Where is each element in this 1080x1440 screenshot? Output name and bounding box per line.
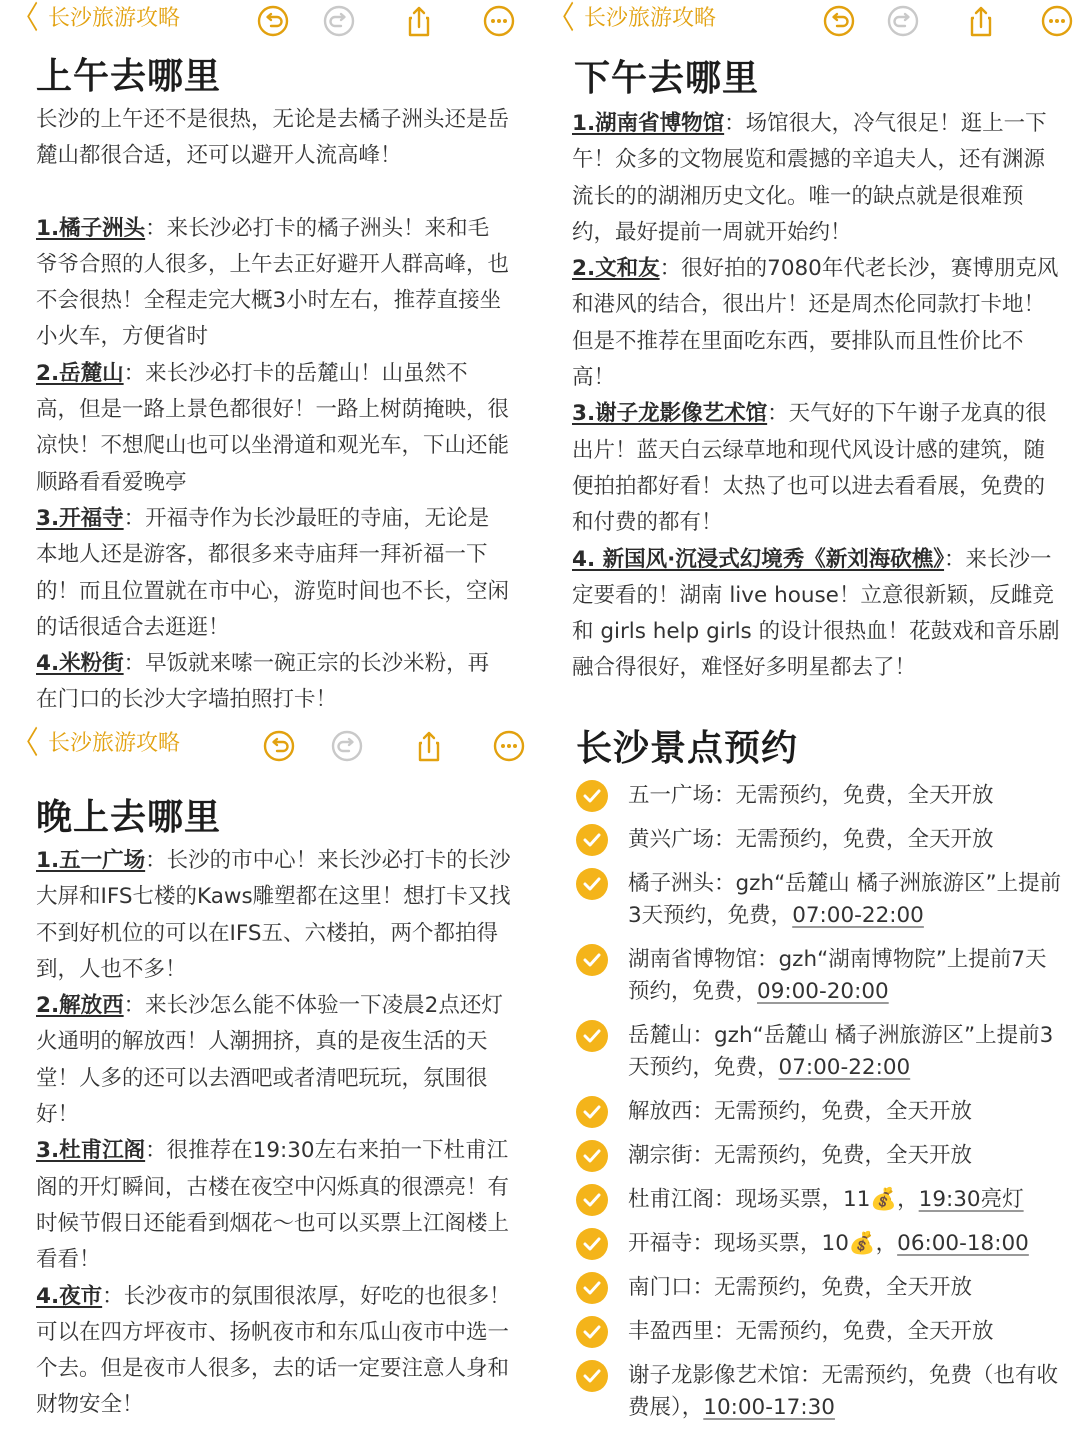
checklist-item (576, 1184, 1066, 1216)
more-icon[interactable] (1040, 4, 1074, 38)
share-icon[interactable] (402, 4, 436, 38)
place-name: 解放西 (628, 1099, 693, 1124)
undo-icon[interactable] (256, 4, 290, 38)
checkmark-icon[interactable] (576, 944, 608, 976)
note-toolbar (0, 725, 540, 767)
place-link[interactable]: 2.岳麓山 (36, 360, 124, 386)
back-label: 长沙旅游攻略 (584, 6, 717, 31)
place-link[interactable]: 1.五一广场 (36, 848, 146, 873)
note-body (36, 843, 518, 1424)
item-text: ：很推荐在19:30左右来拍一下杜甫江阁的开灯瞬间，古楼在夜空中闪烁真的很漂亮！有时候节假日还能看到烟花～也可以买票上江阁楼上看看！ (36, 1138, 510, 1273)
checklist-text (628, 1316, 994, 1348)
checkmark-icon[interactable] (576, 868, 608, 900)
checklist-item (576, 1316, 1066, 1348)
checklist-text (628, 1360, 1066, 1424)
booking-info: ：无需预约，免费，全天开放 (692, 1099, 973, 1124)
undo-icon[interactable] (262, 729, 296, 763)
checklist (576, 780, 1066, 1436)
checkmark-icon[interactable] (576, 1228, 608, 1260)
checklist-item (576, 1272, 1066, 1304)
opening-hours[interactable]: 07:00-22:00 (778, 1055, 911, 1080)
list-item (36, 1133, 518, 1278)
booking-info: ：现场买票，10💰， (692, 1231, 898, 1256)
item-text: ：长沙的市中心！来长沙必打卡的长沙大屏和IFS七楼的Kaws雕塑都在这里！想打卡又找不到好机位的可以在IFS五、六楼拍，两个都拍得到，人也不多！ (36, 848, 511, 982)
redo-icon[interactable] (322, 4, 356, 38)
opening-hours[interactable]: 10:00-17:30 (703, 1395, 835, 1420)
opening-hours[interactable]: 07:00-22:00 (792, 903, 924, 928)
list-item (36, 1279, 518, 1424)
checklist-text (628, 944, 1066, 1008)
undo-icon[interactable] (822, 4, 856, 38)
checklist-text (628, 1020, 1066, 1084)
checklist-item (576, 1096, 1066, 1128)
checkmark-icon[interactable] (576, 1272, 608, 1304)
item-text: ：早饭就来嗦一碗正宗的长沙米粉，再在门口的长沙大字墙拍照打卡！ (36, 651, 490, 713)
note-toolbar (0, 0, 540, 42)
place-name: 南门口 (628, 1275, 693, 1300)
place-name: 黄兴广场 (628, 827, 715, 852)
page-title: 晚上去哪里 (36, 797, 222, 838)
checkmark-icon[interactable] (576, 1096, 608, 1128)
place-link[interactable]: 2.解放西 (36, 993, 124, 1019)
back-label: 长沙旅游攻略 (48, 731, 181, 756)
checklist-item (576, 868, 1066, 932)
item-text: ：来长沙一定要看的！湖南 live house！立意很新颖，反雌竞和 girls help girls 的设计很热血！花鼓戏和音乐剧融合得很好，难怪好多明星都去了！ (572, 546, 1060, 681)
booking-info: ：现场买票，11💰， (714, 1187, 919, 1212)
place-link[interactable]: 4.夜市 (36, 1283, 103, 1309)
note-panel-afternoon (540, 0, 1080, 700)
checklist-text (628, 1184, 1024, 1216)
chevron-left-icon: 〈 (16, 1, 38, 36)
place-name: 杜甫江阁 (628, 1187, 715, 1212)
intro-paragraph: 长沙的上午还不是很热，无论是去橘子洲头还是岳麓山都很合适，还可以避开人流高峰！ (36, 107, 510, 169)
list-item (572, 396, 1060, 541)
checklist-text (628, 1140, 972, 1172)
booking-info: ：无需预约，免费（也有收费展）， (628, 1363, 1059, 1420)
checkmark-icon[interactable] (576, 780, 608, 812)
list-item (36, 211, 510, 356)
back-label: 长沙旅游攻略 (48, 6, 181, 31)
checklist-item (576, 944, 1066, 1008)
place-link[interactable]: 1.橘子洲头 (36, 215, 146, 241)
place-name: 五一广场 (628, 783, 715, 808)
item-text: ：开福寺作为长沙最旺的寺庙，无论是本地人还是游客，都很多来寺庙拜一拜祈福一下的！而且位置就在市中心，游览时间也不长，空闲的话很适合去逛逛！ (36, 505, 510, 640)
booking-info: ：无需预约，免费，全天开放 (714, 827, 994, 852)
chevron-left-icon: 〈 (552, 1, 574, 36)
checklist-text (628, 824, 994, 856)
note-panel-booking (540, 700, 1080, 1440)
redo-icon[interactable] (886, 4, 920, 38)
place-name: 岳麓山 (628, 1023, 693, 1048)
place-name: 潮宗街 (628, 1143, 693, 1168)
place-link[interactable]: 2.文和友 (572, 256, 660, 282)
chevron-left-icon: 〈 (16, 726, 38, 761)
checklist-item (576, 824, 1066, 856)
checklist-text (628, 868, 1066, 932)
checklist-text (628, 1228, 1029, 1260)
note-panel-morning (0, 0, 540, 725)
page-title: 长沙景点预约 (576, 728, 799, 769)
checklist-item (576, 1360, 1066, 1424)
checklist-text (628, 780, 994, 812)
page-title: 下午去哪里 (574, 58, 760, 99)
booking-info: ：gzh“岳麓山 橘子洲旅游区”上提前3天预约，免费， (628, 1023, 1054, 1080)
back-button[interactable] (12, 726, 181, 761)
booking-info: ：无需预约，免费，全天开放 (692, 1275, 973, 1300)
note-body (36, 102, 510, 719)
place-name: 丰盈西里 (628, 1319, 715, 1344)
list-item (572, 106, 1060, 251)
place-name: 谢子龙影像艺术馆 (628, 1363, 801, 1388)
list-item (572, 542, 1060, 687)
booking-info: ：gzh“湖南博物院”上提前7天预约，免费， (628, 947, 1047, 1004)
booking-info: ：无需预约，免费，全天开放 (714, 783, 994, 808)
item-text: ：来长沙必打卡的橘子洲头！来和毛爷爷合照的人很多，上午去正好避开人群高峰，也不会很热！全程走完大概3小时左右，推荐直接坐小火车，方便省时 (36, 215, 510, 350)
checklist-item (576, 1020, 1066, 1084)
checklist-item (576, 780, 1066, 812)
list-item (36, 646, 510, 719)
list-item (36, 356, 510, 501)
back-button[interactable] (548, 1, 717, 36)
list-item (36, 843, 518, 988)
booking-info: ：无需预约，免费，全天开放 (692, 1143, 973, 1168)
note-panel-evening (0, 725, 540, 1440)
place-name: 开福寺 (628, 1231, 693, 1256)
checkmark-icon[interactable] (576, 1140, 608, 1172)
place-name: 橘子洲头 (628, 871, 715, 896)
checkmark-icon[interactable] (576, 824, 608, 856)
place-link[interactable]: 4. 新国风·沉浸式幻境秀《新刘海砍樵》 (572, 546, 945, 572)
page-title: 上午去哪里 (36, 56, 222, 97)
note-body (572, 106, 1060, 687)
booking-info: ：gzh“岳麓山 橘子洲旅游区”上提前3天预约，免费， (628, 871, 1062, 928)
list-item (36, 501, 510, 646)
place-link[interactable]: 3.谢子龙影像艺术馆 (572, 401, 768, 427)
booking-info: ：无需预约，免费，全天开放 (714, 1319, 994, 1344)
item-text: ：来长沙必打卡的岳麓山！山虽然不高，但是一路上景色都很好！一路上树荫掩映，很凉快！不想爬山也可以坐滑道和观光车，下山还能顺路看看爱晚亭 (36, 360, 510, 495)
opening-hours[interactable]: 19:30亮灯 (918, 1187, 1024, 1212)
back-button[interactable] (12, 1, 181, 36)
checkmark-icon[interactable] (576, 1184, 608, 1216)
place-link[interactable]: 1.湖南省博物馆 (572, 111, 725, 136)
redo-icon[interactable] (330, 729, 364, 763)
item-text: ：天气好的下午谢子龙真的很出片！蓝天白云绿草地和现代风设计感的建筑，随便拍拍都好看！太热了也可以进去看看展，免费的和付费的都有！ (572, 401, 1047, 536)
checklist-text (628, 1272, 972, 1304)
note-toolbar (540, 0, 1080, 42)
checkmark-icon[interactable] (576, 1020, 608, 1052)
item-text: ：来长沙怎么能不体验一下凌晨2点还灯火通明的解放西！人潮拥挤，真的是夜生活的天堂！人多的还可以去酒吧或者清吧玩玩，氛围很好！ (36, 993, 503, 1128)
checklist-text (628, 1096, 972, 1128)
item-text: ：很好拍的7080年代老长沙，赛博朋克风和港风的结合，很出片！还是周杰伦同款打卡地！但是不推荐在里面吃东西，要排队而且性价比不高！ (572, 256, 1059, 391)
place-link[interactable]: 3.开福寺 (36, 505, 124, 531)
opening-hours[interactable]: 06:00-18:00 (897, 1231, 1029, 1256)
place-link[interactable]: 4.米粉街 (36, 651, 124, 677)
checklist-item (576, 1140, 1066, 1172)
place-name: 湖南省博物馆 (628, 947, 758, 972)
place-link[interactable]: 3.杜甫江阁 (36, 1138, 146, 1164)
checkmark-icon[interactable] (576, 1360, 608, 1392)
checkmark-icon[interactable] (576, 1316, 608, 1348)
list-item (36, 988, 518, 1133)
share-icon[interactable] (964, 4, 998, 38)
list-item (572, 251, 1060, 396)
more-icon[interactable] (492, 729, 526, 763)
item-text: ：长沙夜市的氛围很浓厚，好吃的也很多！可以在四方坪夜市、扬帆夜市和东瓜山夜市中选一个去。但是夜市人很多，去的话一定要注意人身和财物安全！ (36, 1283, 511, 1418)
share-icon[interactable] (412, 729, 446, 763)
opening-hours[interactable]: 09:00-20:00 (757, 979, 889, 1004)
item-text: ：场馆很大，冷气很足！逛上一下午！众多的文物展览和震撼的辛追夫人，还有渊源流长的的湖湘历史文化。唯一的缺点就是很难预约，最好提前一周就开始约！ (572, 111, 1047, 245)
more-icon[interactable] (482, 4, 516, 38)
checklist-item (576, 1228, 1066, 1260)
